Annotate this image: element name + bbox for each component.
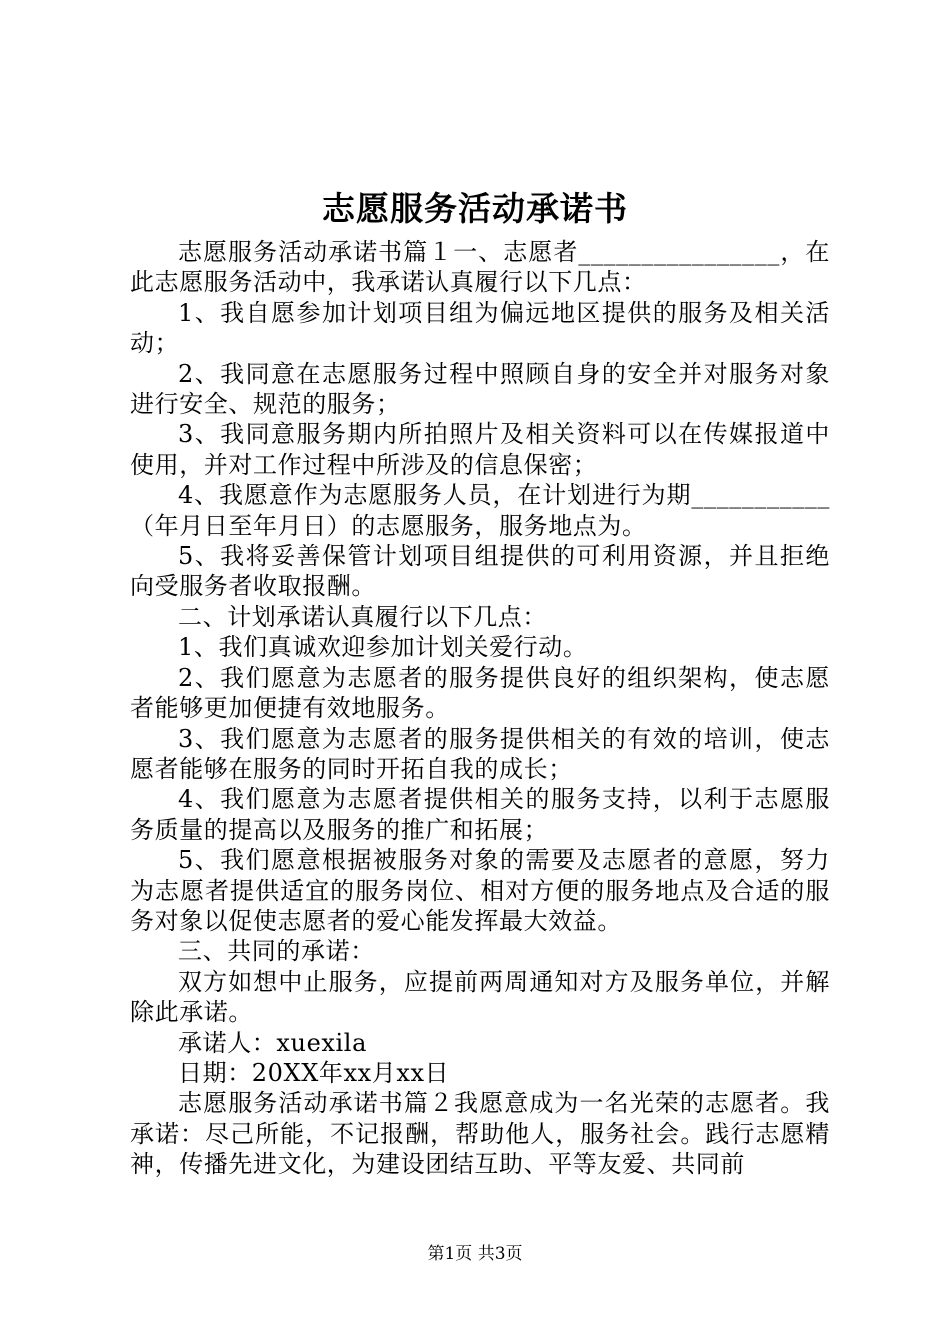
- paragraph: 3、我同意服务期内所拍照片及相关资料可以在传媒报道中使用，并对工作过程中所涉及的信息保密；: [130, 420, 830, 479]
- paragraph: 双方如想中止服务，应提前两周通知对方及服务单位，并解除此承诺。: [130, 967, 830, 1027]
- section-heading: 二、计划承诺认真履行以下几点：: [178, 602, 547, 631]
- paragraph: 2、我们愿意为志愿者的服务提供良好的组织架构，使志愿者能够更加便捷有效地服务。: [130, 663, 830, 723]
- document-title: 志愿服务活动承诺书: [322, 189, 628, 228]
- paragraph: 5、我们愿意根据被服务对象的需要及志愿者的意愿，努力为志愿者提供适宜的服务岗位、相对方便的服务地点及合适的服务对象以促使志愿者的爱心能发挥最大效益。: [130, 846, 830, 935]
- document-body: [130, 237, 830, 1180]
- paragraph: 2、我同意在志愿服务过程中照顾自身的安全并对服务对象进行安全、规范的服务；: [130, 359, 830, 419]
- section-heading: 三、共同的承诺：: [178, 937, 375, 966]
- signer-line: 承诺人：xuexila: [178, 1028, 367, 1057]
- paragraph: 4、我们愿意为志愿者提供相关的服务支持，以利于志愿服务质量的提高以及服务的推广和拓展；: [130, 785, 830, 844]
- paragraph: 志愿服务活动承诺书篇２我愿意成为一名光荣的志愿者。我承诺：尽己所能，不记报酬，帮助他人，服务社会。践行志愿精神，传播先进文化，为建设团结互助、平等友爱、共同前: [130, 1089, 830, 1179]
- page-number-footer: 第1页 共3页: [427, 1244, 523, 1264]
- paragraph: 3、我们愿意为志愿者的服务提供相关的有效的培训，使志愿者能够在服务的同时开拓自我的成长；: [130, 724, 830, 783]
- paragraph: 1、我自愿参加计划项目组为偏远地区提供的服务及相关活动；: [130, 298, 830, 358]
- date-line: 日期：20XX年xx月xx日: [178, 1058, 450, 1087]
- paragraph: 5、我将妥善保管计划项目组提供的可利用资源，并且拒绝向受服务者收取报酬。: [130, 542, 830, 601]
- paragraph: 4、我愿意作为志愿服务人员，在计划进行为期___________（年月日至年月日）的志愿服务，服务地点为。: [130, 481, 830, 540]
- paragraph: 1、我们真诚欢迎参加计划关爱行动。: [178, 633, 588, 662]
- paragraph: 志愿服务活动承诺书篇１一、志愿者________________，在此志愿服务活动中，我承诺认真履行以下几点：: [130, 238, 830, 297]
